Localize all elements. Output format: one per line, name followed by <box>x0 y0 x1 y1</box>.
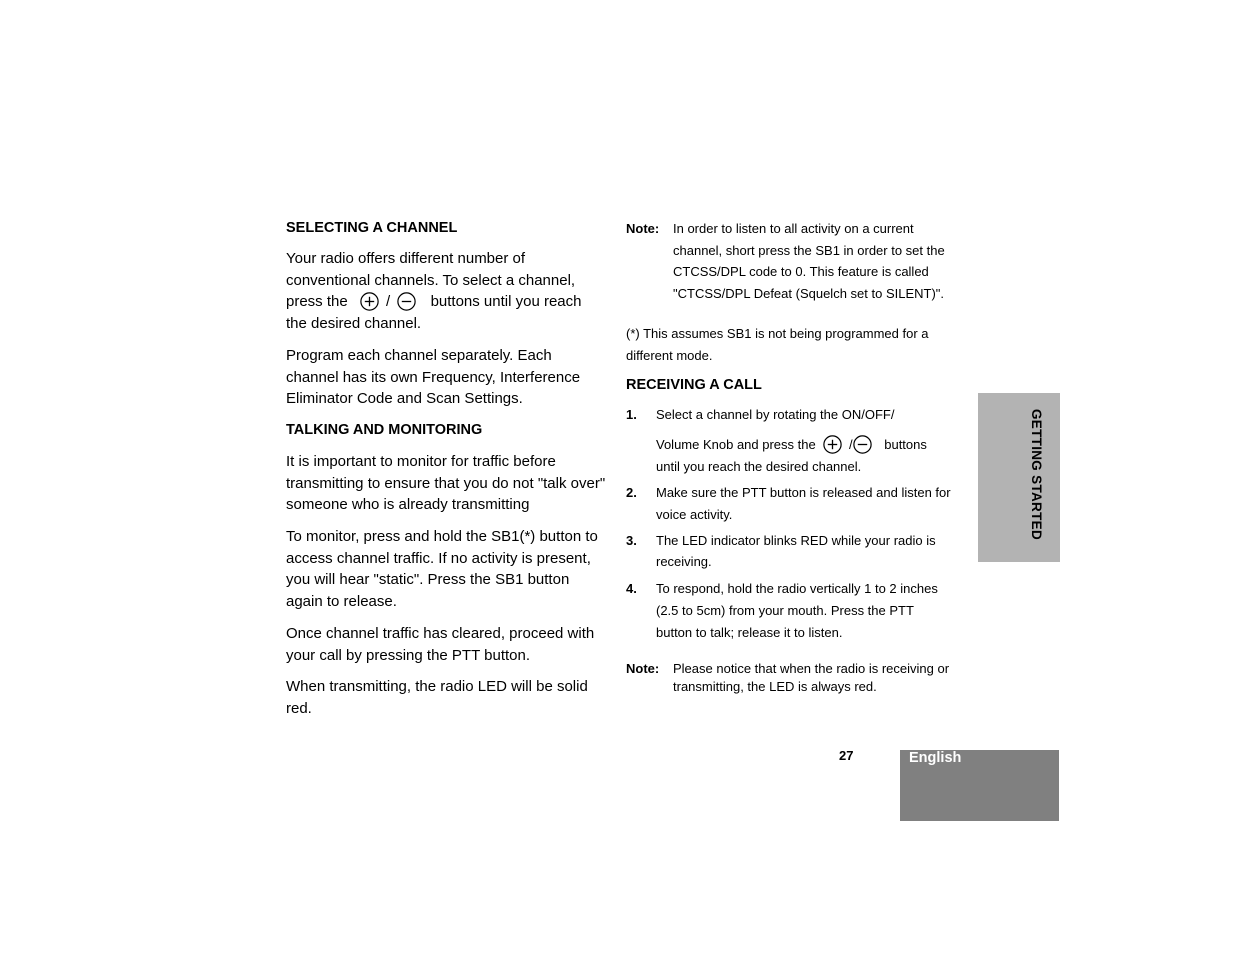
step-number: 2. <box>626 485 637 501</box>
note-ctcss-defeat <box>626 218 952 305</box>
heading-receiving-a-call: RECEIVING A CALL <box>626 377 762 394</box>
list-item <box>626 530 952 573</box>
step-number: 4. <box>626 581 637 597</box>
text: buttons until you reach <box>430 293 582 311</box>
note-label: Note: <box>626 221 660 236</box>
slash: / <box>848 436 853 452</box>
note-label: Note: <box>626 661 660 677</box>
step-number: 3. <box>626 532 637 548</box>
text: The LED indicator blinks RED while your radio is receiving. <box>656 532 936 570</box>
note-led-always-red <box>626 660 952 696</box>
minus-circle-icon <box>397 292 414 309</box>
heading-selecting-a-channel: SELECTING A CHANNEL <box>286 220 458 236</box>
paragraph-monitor-traffic: It is important to monitor for traffic before transmitting to ensure that you do not "talk over" someone who is already transmitting <box>286 452 606 514</box>
right-column <box>626 218 952 696</box>
heading-talking-and-monitoring: TALKING AND MONITORING <box>286 421 483 438</box>
plus-circle-icon <box>823 435 840 452</box>
list-item <box>626 482 952 525</box>
text: press the <box>286 293 348 311</box>
step-number: 1. <box>626 407 637 423</box>
paragraph-program-channel: Program each channel separately. Each channel has its own Frequency, Interference Eliminator Code and Scan Settings. <box>286 346 581 408</box>
plus-circle-icon <box>360 292 377 309</box>
text: buttons <box>884 436 927 452</box>
text: To respond, hold the radio vertically 1 to 2 inches (2.5 to 5cm) from your mouth. Press the PTT button to talk; release it to listen. <box>656 581 938 640</box>
text: Select a channel by rotating the ON/OFF/ <box>656 407 895 423</box>
minus-circle-icon <box>853 435 870 452</box>
note-text: In order to listen to all activity on a current channel, short press the SB1 in order to set the CTCSS/DPL code to 0. This feature is called "CTCSS/DPL Defeat (Squelch set to SILENT)". <box>673 221 945 302</box>
paragraph-monitor-sb1: To monitor, press and hold the SB1(*) button to access channel traffic. If no activity is present, you will hear "static". Press the SB1 button again to release. <box>286 528 598 611</box>
section-side-tab <box>978 393 1060 562</box>
receiving-steps-list <box>626 404 952 643</box>
text: Volume Knob and press the <box>656 436 816 452</box>
slash: / <box>386 293 391 311</box>
footnote-sb1: (*) This assumes SB1 is not being programmed for a different mode. <box>626 325 929 363</box>
note-text: Please notice that when the radio is receiving or transmitting, the LED is always red. <box>673 661 950 695</box>
left-column <box>286 218 608 720</box>
text: the desired channel. <box>286 315 422 333</box>
list-item <box>626 578 952 643</box>
language-label: English <box>909 750 962 766</box>
text: until you reach the desired channel. <box>656 458 862 474</box>
page-number: 27 <box>839 748 854 763</box>
section-tab-label: GETTING STARTED <box>1029 409 1044 540</box>
text: Your radio offers different number of <box>286 250 526 267</box>
language-tab <box>900 750 1059 821</box>
text: Make sure the PTT button is released and listen for voice activity. <box>656 485 951 523</box>
paragraph-channel-cleared: Once channel traffic has cleared, proceed with your call by pressing the PTT button. <box>286 624 595 664</box>
text: conventional channels. To select a channel, <box>286 271 576 289</box>
paragraph-select-channel <box>286 248 608 335</box>
list-item <box>626 404 952 477</box>
paragraph-transmitting-led: When transmitting, the radio LED will be solid red. <box>286 678 588 717</box>
